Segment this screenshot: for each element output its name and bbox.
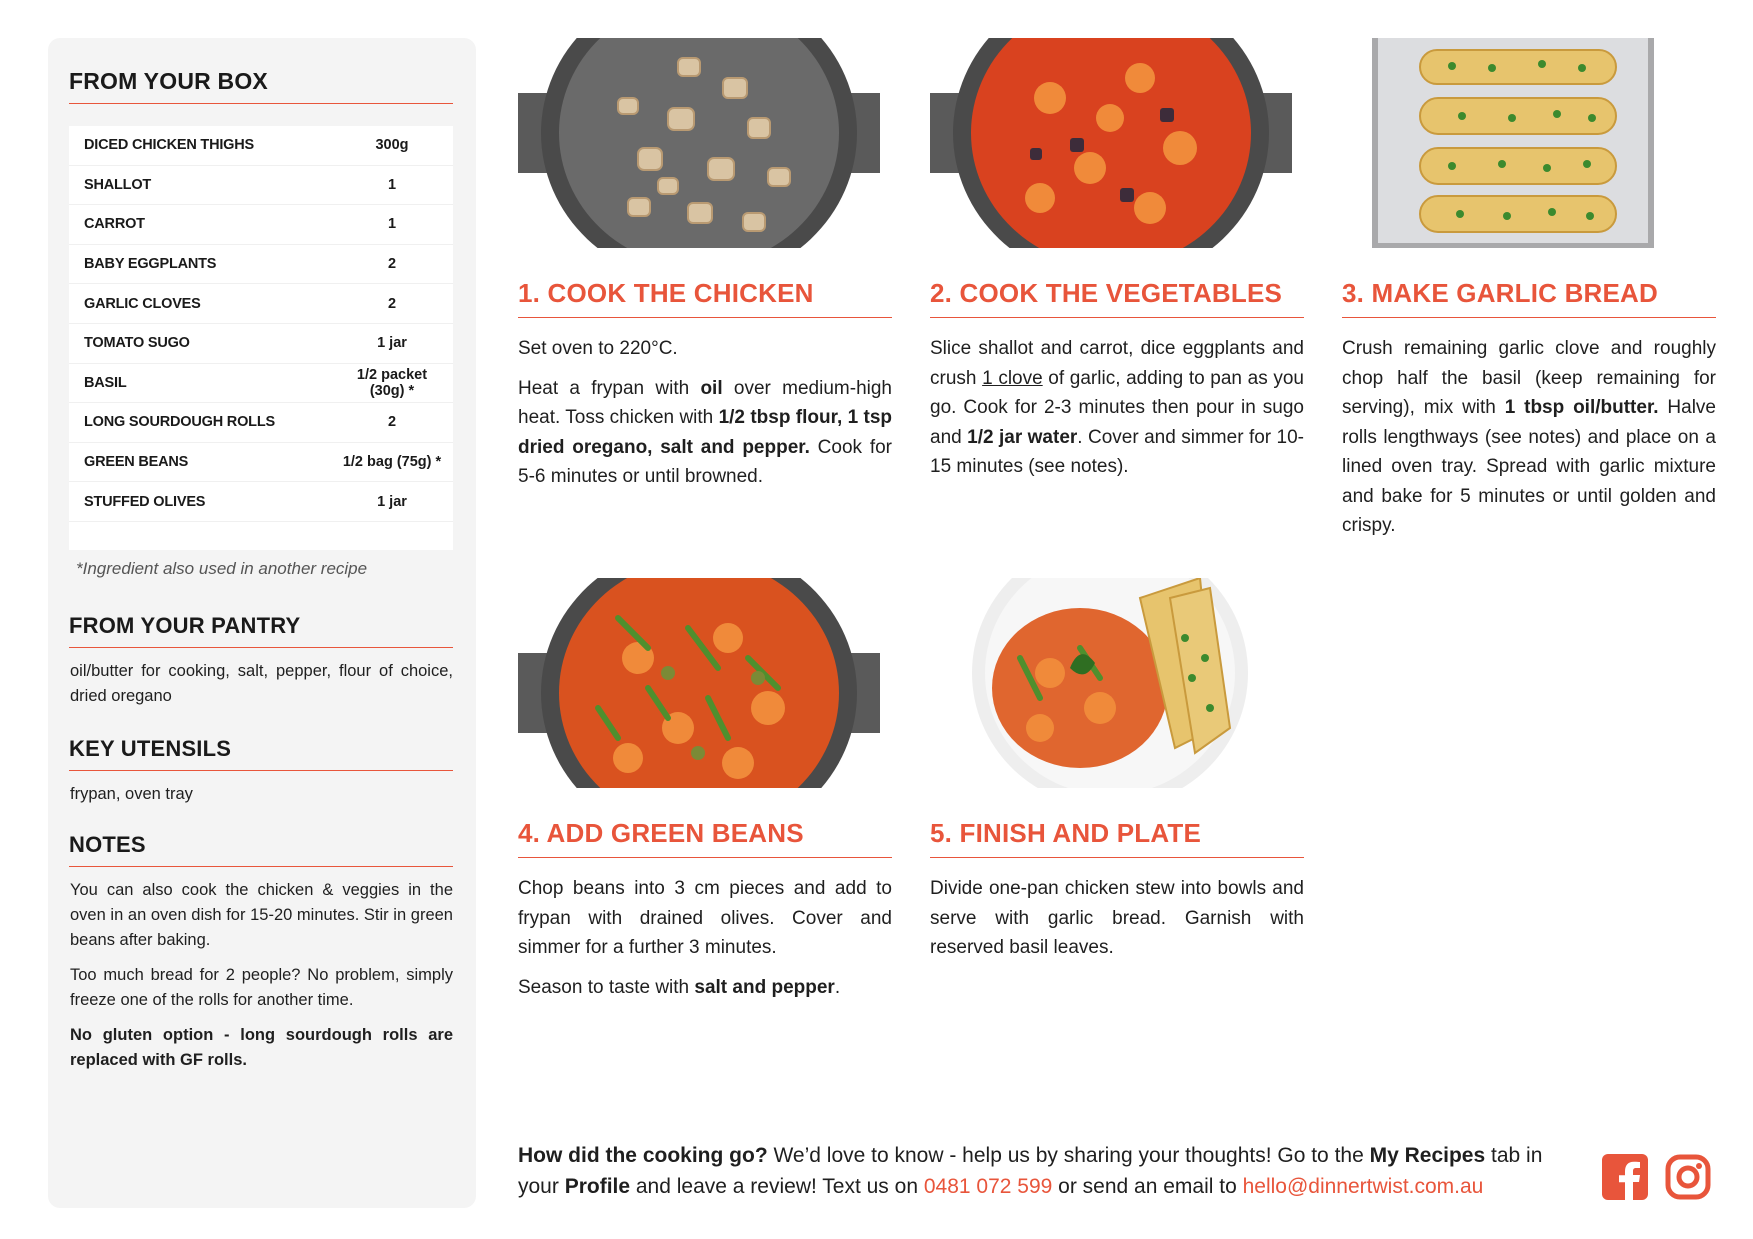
ingredient-qty: 2: [387, 295, 397, 312]
key-utensils-heading: KEY UTENSILS: [69, 736, 453, 771]
ingredient-qty: 300g: [375, 137, 409, 154]
ingredient-qty: 1/2 bag (75g) *: [342, 454, 442, 471]
step4-beans: Chop beans into 3 cm pieces and add to frypan with drained olives. Cover and simmer for a further 3 minutes.: [518, 878, 892, 958]
step1-title: 1. COOK THE CHICKEN: [518, 278, 892, 318]
ingredient-qty: 1/2 packet (30g) *: [356, 366, 428, 399]
table-row: [69, 482, 453, 522]
ingredient-name: BABY EGGPLANTS: [84, 256, 217, 273]
table-row: [69, 443, 453, 483]
note-oven: You can also cook the chicken & veggies in the oven in an oven dish for 15-20 minutes. Stir in green beans after baking.: [70, 881, 453, 949]
step5-plate: Divide one-pan chicken stew into bowls and serve with garlic bread. Garnish with reserved basil leaves.: [930, 878, 1304, 958]
step4-text: [518, 874, 892, 1012]
step5-text: [930, 874, 1304, 973]
step4-title: 4. ADD GREEN BEANS: [518, 818, 892, 858]
ingredients-sidebar: [48, 38, 476, 1208]
my-recipes-link[interactable]: My Recipes: [1369, 1144, 1486, 1167]
ingredient-name: BASIL: [84, 374, 127, 391]
utensils-text: frypan, oven tray: [70, 785, 193, 803]
ingredient-qty: 1: [387, 176, 397, 193]
ingredient-qty: 1: [387, 216, 397, 233]
step3-title: 3. MAKE GARLIC BREAD: [1342, 278, 1716, 318]
ingredient-qty: 2: [387, 414, 397, 431]
ingredient-name: GARLIC CLOVES: [84, 295, 201, 312]
ingredient-name: STUFFED OLIVES: [84, 493, 206, 510]
ingredient-name: DICED CHICKEN THIGHS: [84, 137, 255, 154]
note-bread: Too much bread for 2 people? No problem, simply freeze one of the rolls for another time.: [70, 966, 453, 1009]
ingredients-table: [69, 126, 453, 550]
notes-body: [70, 878, 453, 1083]
table-row: [69, 166, 453, 206]
pantry-text: oil/butter for cooking, salt, pepper, flour of choice, dried oregano: [70, 662, 453, 705]
step2-veg: Slice shallot and carrot, dice eggplants and crush 1 clove of garlic, adding to pan as you go. Cook for 2-3 minutes then pour in sugo and 1/2 jar water. Cover and simmer for 10-15 minutes (see notes).: [930, 338, 1305, 477]
step3-image: [1342, 38, 1704, 248]
note-gluten: No gluten option - long sourdough rolls are replaced with GF rolls.: [70, 1026, 453, 1069]
ingredient-qty: 2: [387, 256, 397, 273]
table-row: [69, 403, 453, 443]
step4-season: Season to taste with salt and pepper.: [518, 976, 841, 998]
feedback-text: How did the cooking go? We’d love to know - help us by sharing your thoughts! Go to the My Recipes tab in your Profile and leave a review! Text us on 0481 072 599 or send an email to hello@dinnertwist.com.au: [518, 1144, 1543, 1198]
table-row: [69, 126, 453, 166]
step3-text: [1342, 334, 1716, 551]
ingredient-footnote: *Ingredient also used in another recipe: [76, 559, 368, 578]
table-row: [69, 364, 453, 404]
from-your-pantry-heading: FROM YOUR PANTRY: [69, 613, 453, 648]
ingredient-name: GREEN BEANS: [84, 454, 189, 471]
step2-text: [930, 334, 1304, 492]
step5-image: [930, 578, 1292, 788]
step1-text: [518, 334, 892, 502]
step2-image: [930, 38, 1292, 248]
table-row: [69, 324, 453, 364]
step5-title: 5. FINISH AND PLATE: [930, 818, 1304, 858]
phone-link[interactable]: 0481 072 599: [923, 1175, 1053, 1198]
ingredient-name: CARROT: [84, 216, 145, 233]
instagram-icon[interactable]: [1665, 1154, 1711, 1200]
table-row: [69, 245, 453, 285]
step1-oven: Set oven to 220°C.: [518, 338, 678, 359]
step3-bread: Crush remaining garlic clove and roughly chop half the basil (keep remaining for serving), mix with 1 tbsp oil/butter. Halve rolls lengthways (see notes) and place on a lined oven tray. Spread with garlic mixture and bake for 5 minutes or until golden and crispy.: [1342, 338, 1716, 536]
from-your-box-heading: FROM YOUR BOX: [69, 68, 453, 104]
step4-image: [518, 578, 880, 788]
step1-chicken: Heat a frypan with oil over medium-high heat. Toss chicken with 1/2 tbsp flour, 1 tsp dried oregano, salt and pepper. Cook for 5-6 minutes or until browned.: [518, 377, 892, 487]
email-link[interactable]: hello@dinnertwist.com.au: [1242, 1175, 1484, 1198]
table-row: [69, 284, 453, 324]
notes-heading: NOTES: [69, 832, 453, 867]
facebook-icon[interactable]: [1602, 1154, 1648, 1200]
ingredient-name: SHALLOT: [84, 176, 152, 193]
ingredient-name: LONG SOURDOUGH ROLLS: [84, 414, 275, 431]
ingredient-name: TOMATO SUGO: [84, 335, 190, 352]
profile-link[interactable]: Profile: [564, 1175, 631, 1198]
step1-image: [518, 38, 880, 248]
ingredient-qty: 1 jar: [377, 335, 407, 352]
table-row: [69, 205, 453, 245]
step2-title: 2. COOK THE VEGETABLES: [930, 278, 1304, 318]
ingredient-qty: 1 jar: [377, 493, 407, 510]
